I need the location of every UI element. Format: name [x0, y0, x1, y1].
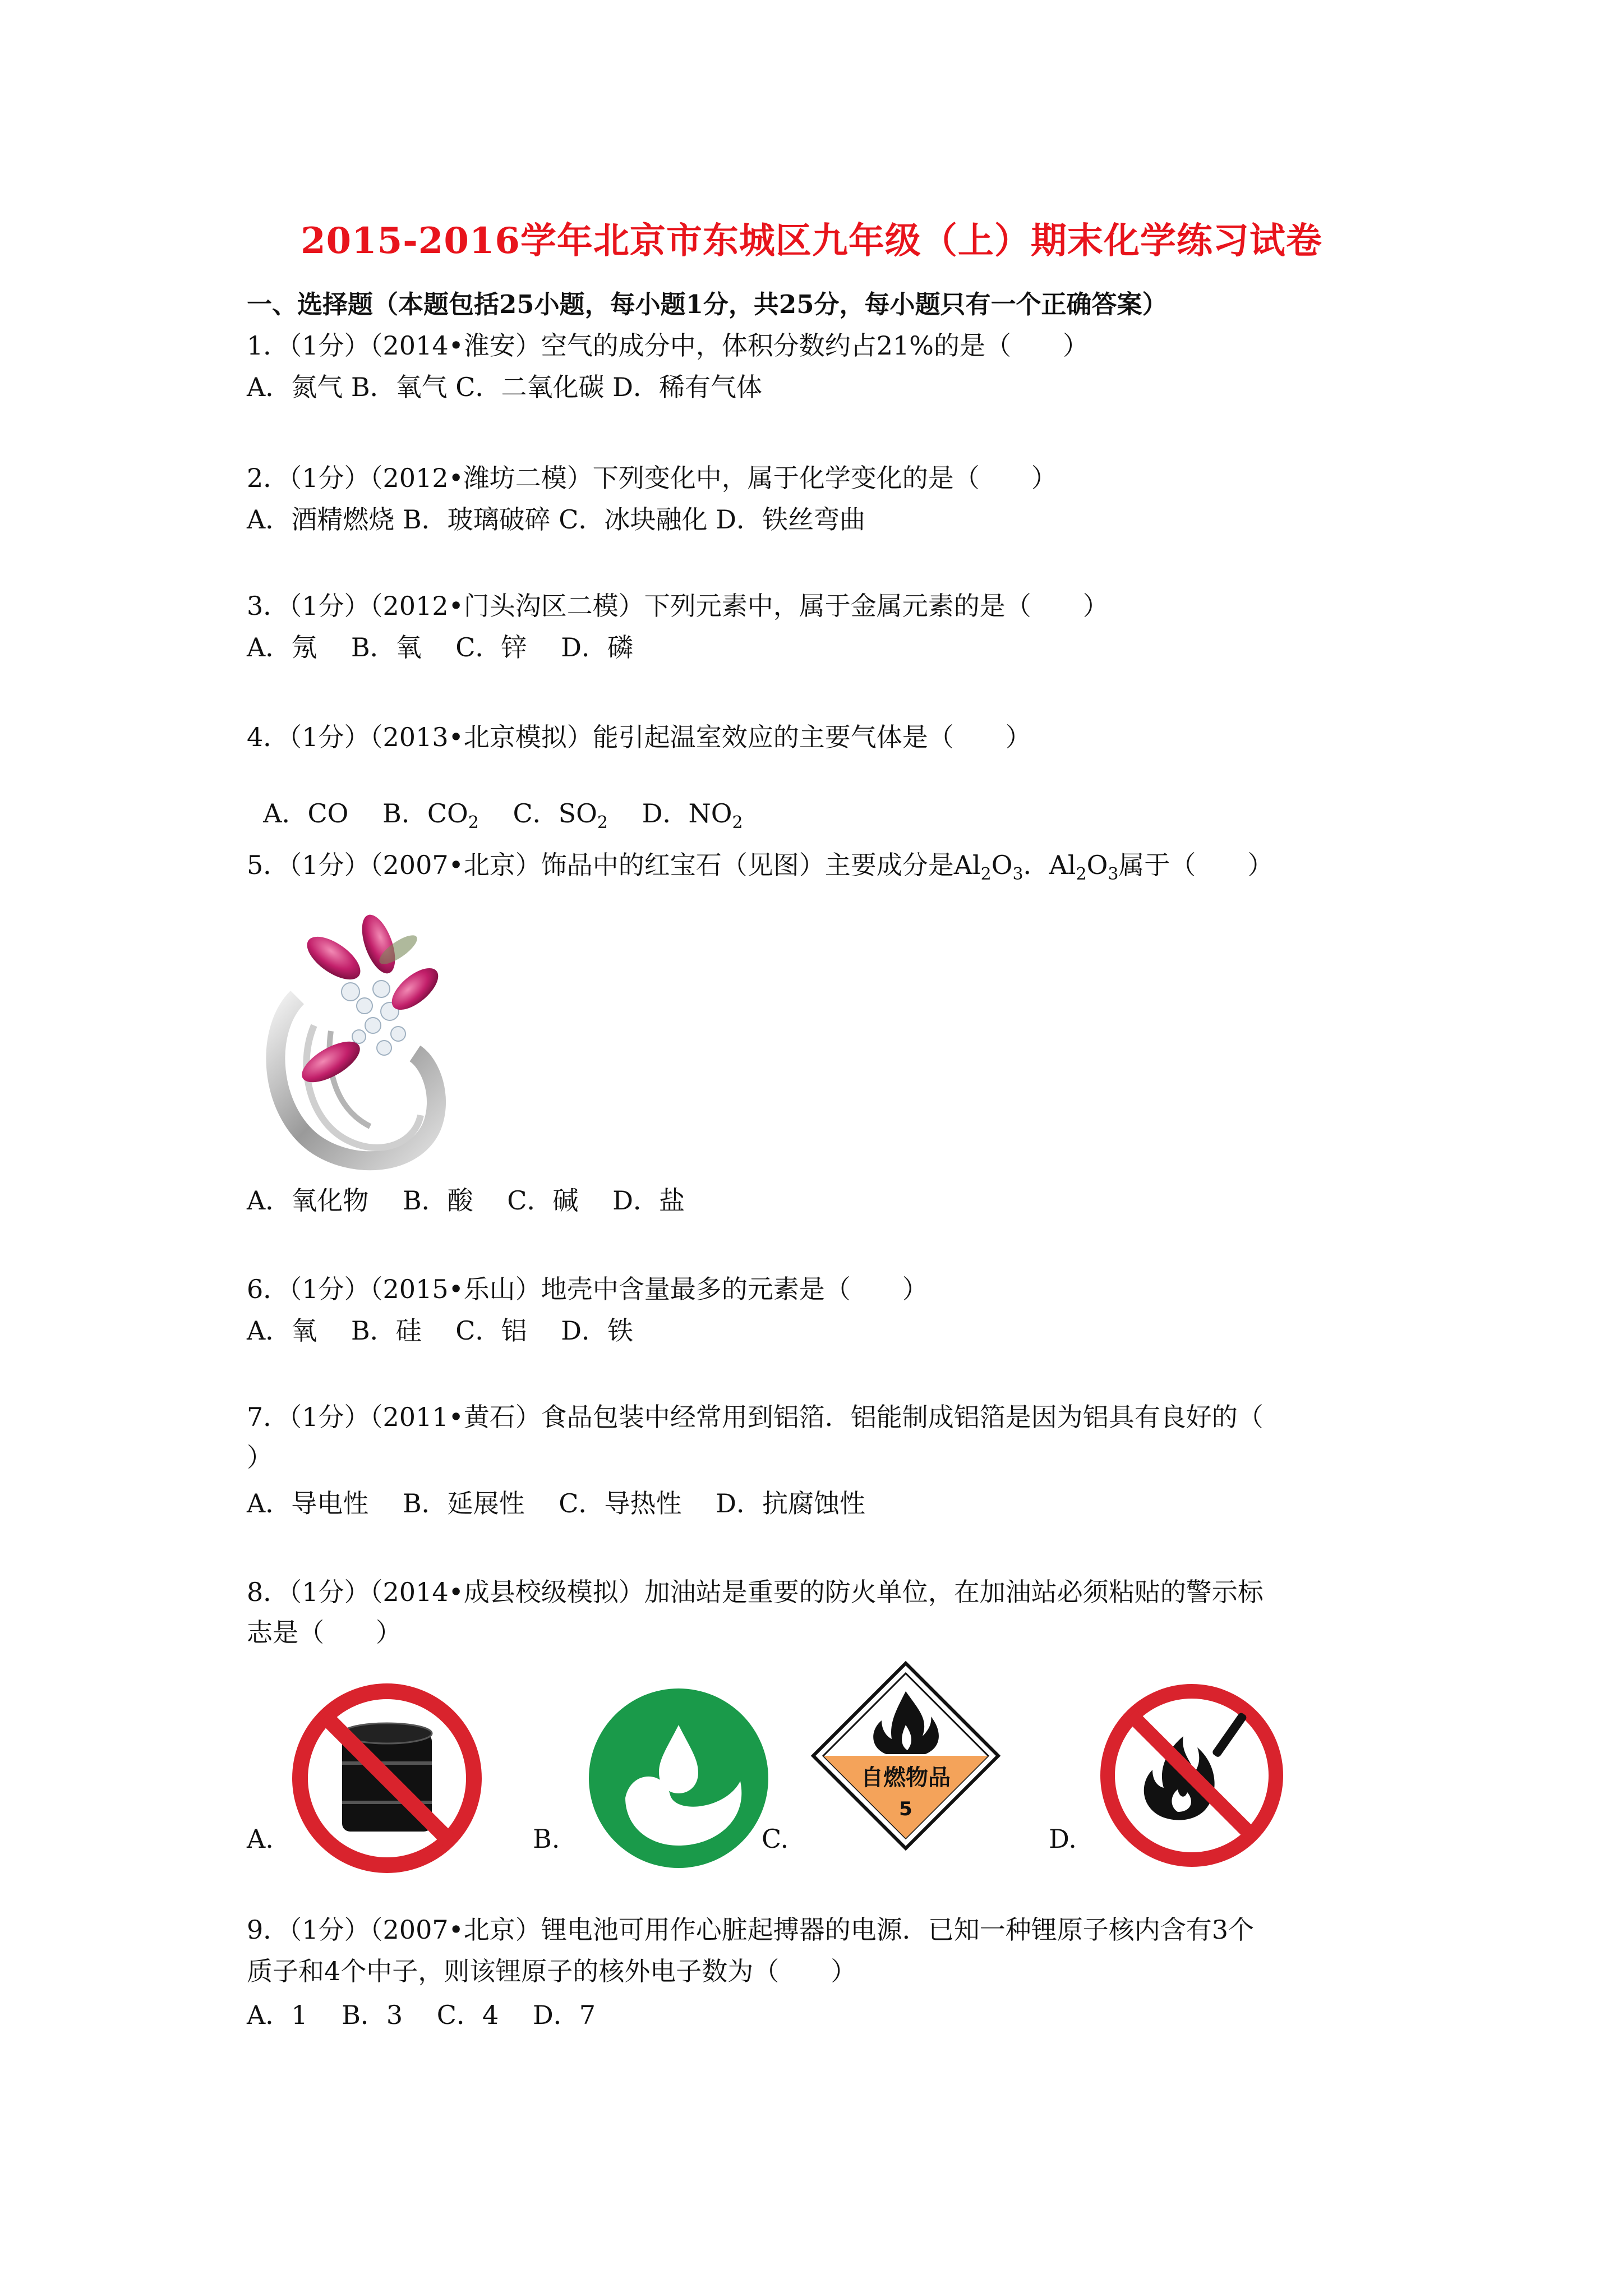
section-heading: 一、选择题（本题包括25小题，每小题1分，共25分，每小题只有一个正确答案）: [247, 289, 1168, 319]
green-water-icon: [586, 1686, 771, 1873]
q8-option-b-label: B.: [533, 1824, 560, 1854]
q8-option-d-label: D.: [1049, 1824, 1077, 1854]
question-2-stem: 2．（1分）（2012•潍坊二模）下列变化中，属于化学变化的是（ ）: [247, 463, 1057, 493]
ruby-ring-image: [247, 885, 471, 1177]
sign-c-number: 5: [899, 1798, 912, 1820]
question-2-options: A．酒精燃烧 B．玻璃破碎 C．冰块融化 D．铁丝弯曲: [247, 504, 865, 535]
question-1-options: A．氮气 B．氧气 C．二氧化碳 D．稀有气体: [247, 372, 762, 402]
question-7-stem: 7．（1分）（2011•黄石）食品包装中经常用到铝箔．铝能制成铝箔是因为铝具有良好的（: [247, 1402, 1264, 1432]
spontaneous-combustion-icon: [808, 1658, 1004, 1856]
question-9-stem: 9．（1分）（2007•北京）锂电池可用作心脏起搏器的电源．已知一种锂原子核内含有3个: [247, 1915, 1254, 1945]
question-6-stem: 6．（1分）（2015•乐山）地壳中含量最多的元素是（ ）: [247, 1274, 928, 1304]
q4-option-d: D．$NO_2$: [642, 798, 743, 832]
q8-option-a-label: A.: [247, 1824, 274, 1854]
q4-option-b: B．$CO_2$: [382, 798, 479, 832]
question-7-stem-cont: ）: [247, 1442, 273, 1473]
question-8-stem-cont: 志是（ ）: [247, 1617, 402, 1648]
question-4-stem: 4．（1分）（2013•北京模拟）能引起温室效应的主要气体是（ ）: [247, 722, 1031, 752]
no-oil-drum-icon: [289, 1680, 485, 1879]
question-3-stem: 3．（1分）（2012•门头沟区二模）下列元素中，属于金属元素的是（ ）: [247, 591, 1109, 621]
no-fire-icon: [1096, 1680, 1287, 1873]
question-7-options: A．导电性 B．延展性 C．导热性 D．抗腐蚀性: [247, 1488, 865, 1519]
page-title: 2015-2016学年北京市东城区九年级（上）期末化学练习试卷: [301, 220, 1322, 262]
q4-option-c: C．$SO_2$: [513, 798, 608, 832]
q4-option-a: A．CO: [263, 798, 349, 829]
question-3-options: A．氖 B．氧 C．锌 D．磷: [247, 632, 633, 662]
question-9-options: A．1 B．3 C．4 D．7: [247, 2000, 596, 2030]
question-8-stem: 8．（1分）（2014•成县校级模拟）加油站是重要的防火单位，在加油站必须粘贴的警示标: [247, 1577, 1264, 1607]
sign-c-text: 自燃物品: [861, 1765, 951, 1791]
question-1-stem: 1．（1分）（2014•淮安）空气的成分中，体积分数约占21%的是（ ）: [247, 330, 1089, 361]
question-5-options: A．氧化物 B．酸 C．碱 D．盐: [247, 1185, 685, 1216]
q8-option-c-label: C.: [762, 1824, 789, 1854]
question-4-options: [247, 763, 743, 830]
question-6-options: A．氧 B．硅 C．铝 D．铁: [247, 1315, 633, 1346]
question-5-stem: 5．（1分）（2007•北京）饰品中的红宝石（见图）主要成分是$Al_2O_3$．$Al_2O_3$属于（ ）: [247, 850, 1274, 884]
question-9-stem-cont: 质子和4个中子，则该锂原子的核外电子数为（ ）: [247, 1956, 857, 1986]
